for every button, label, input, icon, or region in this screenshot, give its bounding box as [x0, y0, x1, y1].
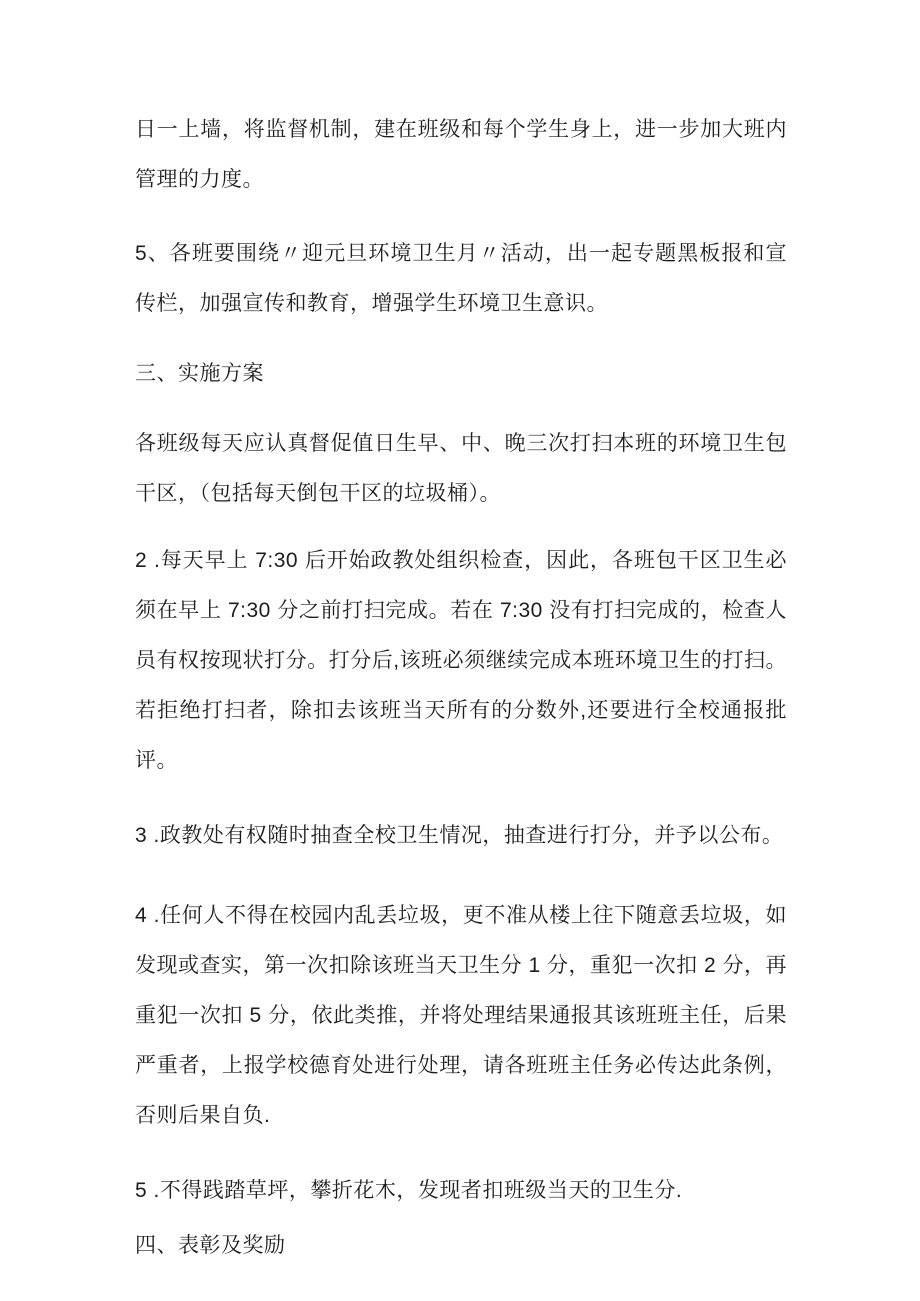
paragraph-item-5-blackboard: 5、各班要围绕〃迎元旦环境卫生月〃活动，出一起专题黑板报和宣传栏，加强宣传和教育，增强学生环境卫生意识。 — [135, 242, 787, 315]
paragraph-continuation: 日一上墙，将监督机制，建在班级和每个学生身上，进一步加大班内管理的力度。 — [135, 118, 787, 191]
paragraph-item-4-littering: 4 .任何人不得在校园内乱丢垃圾，更不准从楼上往下随意丢垃圾，如发现或查实，第一次扣除该班当天卫生分 1 分，重犯一次扣 2 分，再重犯一次扣 5 分，依此类推，并将处理结果通报其该班班主任，后果严重者，上报学校德育处进行处理，请各班班主任务必传达此条例，否则后果自负. — [135, 904, 787, 1127]
paragraph-item-3-spot-check: 3 .政教处有权随时抽查全校卫生情况，抽查进行打分，并予以公布。 — [135, 824, 784, 847]
section-heading-implementation-plan: 三、实施方案 — [135, 362, 264, 385]
paragraph-item-5-lawn: 5 .不得践踏草坪，攀折花木，发现者扣班级当天的卫生分. — [135, 1179, 683, 1202]
section-heading-commendation-reward: 四、表彰及奖励 — [135, 1234, 286, 1257]
paragraph-daily-cleaning: 各班级每天应认真督促值日生早、中、晚三次打扫本班的环境卫生包干区，（包括每天倒包干区的垃圾桶）。 — [135, 432, 787, 505]
paragraph-item-2-inspection: 2 .每天早上 7:30 后开始政教处组织检查，因此，各班包干区卫生必须在早上 7:30 分之前打扫完成。若在 7:30 没有打扫完成的，检查人员有权按现状打分。打分后,该班必须继续完成本班环境卫生的打扫。若拒绝打扫者，除扣去该班当天所有的分数外,还要进行全校通报批评。 — [135, 549, 787, 772]
